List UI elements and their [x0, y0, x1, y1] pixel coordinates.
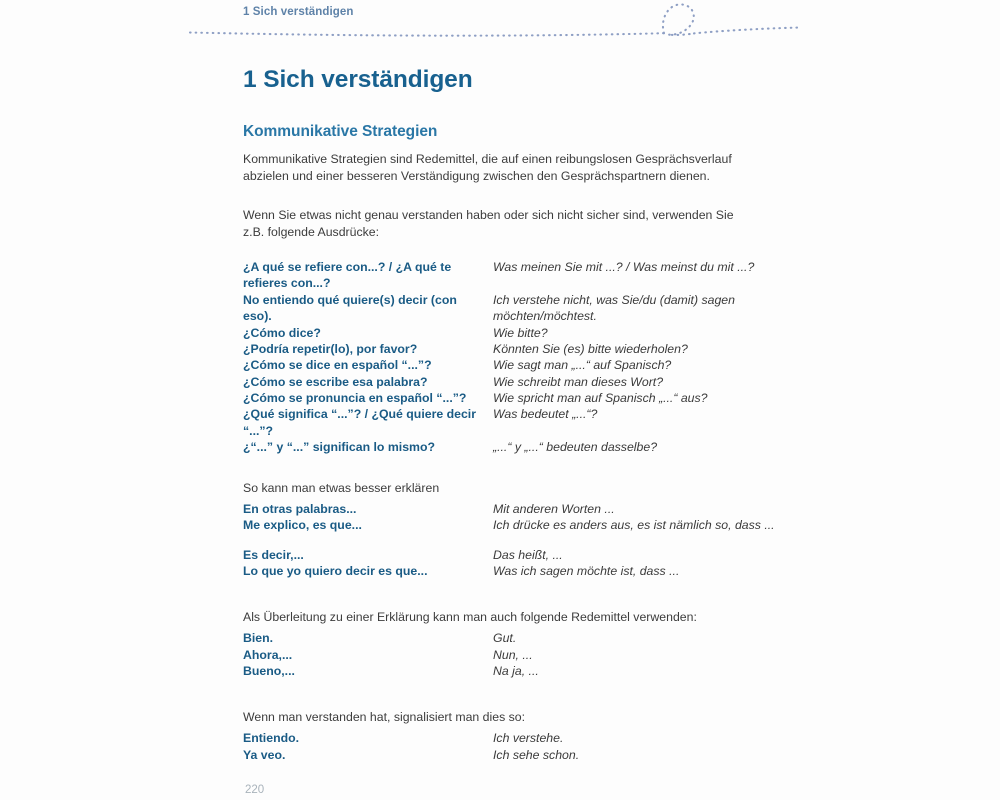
section-intro-paragraph: Kommunikative Strategien sind Redemittel, die auf einen reibungslosen Gesprächsverlauf abzielen und einer besseren Verständigung zwischen den Gesprächspartnern dienen.: [243, 151, 732, 183]
phrase-german: Nun, ...: [493, 647, 533, 662]
phrase-row: [243, 501, 803, 517]
phrase-german: Ich sehe schon.: [493, 747, 580, 762]
phrase-rows: [243, 726, 803, 763]
phrase-german: Ich verstehe.: [493, 731, 564, 746]
page-content: [243, 0, 803, 763]
block-lead-text: Wenn man verstanden hat, signalisiert man dies so:: [243, 710, 526, 725]
phrase-block-explaining: [243, 455, 803, 579]
phrase-block-asking: [243, 184, 803, 455]
phrase-row: [243, 341, 803, 357]
phrase-row: [243, 325, 803, 341]
phrase-german: Wie sagt man „...“ auf Spanisch?: [493, 358, 672, 373]
phrase-spanish: Bien.: [243, 631, 274, 646]
block-lead-text: So kann man etwas besser erklären: [243, 481, 440, 496]
phrase-row: [243, 647, 803, 663]
phrase-german: Mit anderen Worten ...: [493, 502, 615, 517]
phrase-row: [243, 563, 803, 579]
running-header-title: 1 Sich verständigen: [243, 6, 354, 18]
phrase-rows: [243, 497, 803, 579]
phrase-german: Könnten Sie (es) bitte wiederholen?: [493, 341, 688, 356]
phrase-spanish: En otras palabras...: [243, 502, 357, 517]
phrase-row: [243, 663, 803, 679]
phrase-spanish: ¿A qué se refiere con...? / ¿A qué te refieres con...?: [243, 260, 452, 291]
phrase-german: Was meinen Sie mit ...? / Was meinst du mit ...?: [493, 260, 755, 275]
phrase-german: Ich verstehe nicht, was Sie/du (damit) sagen möchten/möchtest.: [493, 292, 735, 324]
phrase-spanish: Bueno,...: [243, 664, 295, 679]
phrase-spanish: Lo que yo quiero decir es que...: [243, 564, 428, 579]
phrase-spanish: Me explico, es que...: [243, 518, 362, 533]
phrase-german: Wie schreibt man dieses Wort?: [493, 374, 664, 389]
phrase-spanish: ¿Cómo se pronuncia en español “...”?: [243, 390, 467, 405]
phrase-spanish: ¿Podría repetir(lo), por favor?: [243, 341, 418, 356]
phrase-row: [243, 292, 803, 325]
phrase-german: Na ja, ...: [493, 664, 539, 679]
phrase-german: Gut.: [493, 631, 517, 646]
phrase-spanish: ¿Qué significa “...”? / ¿Qué quiere decir “...”?: [243, 407, 477, 438]
phrase-german: Wie bitte?: [493, 325, 548, 340]
phrase-german: Was ich sagen möchte ist, dass ...: [493, 564, 680, 579]
chapter-title: 1 Sich verständigen: [243, 66, 473, 93]
phrase-row: [243, 630, 803, 646]
phrase-row: [243, 259, 803, 292]
phrase-row: [243, 547, 803, 563]
phrase-spanish: ¿Cómo se dice en español “...”?: [243, 358, 432, 373]
phrase-block-confirming: [243, 679, 803, 763]
phrase-german: Was bedeutet „...“?: [493, 407, 598, 422]
phrase-row: [243, 747, 803, 763]
section-title: Kommunikative Strategien: [243, 123, 438, 141]
phrase-spanish: ¿Cómo se escribe esa palabra?: [243, 374, 428, 389]
phrase-spanish: Ahora,...: [243, 647, 293, 662]
phrase-row: [243, 374, 803, 390]
phrase-rows: [243, 626, 803, 679]
phrase-block-transition: [243, 579, 803, 679]
phrase-spanish: ¿Cómo dice?: [243, 325, 321, 340]
phrase-row: [243, 406, 803, 439]
phrase-row: [243, 517, 803, 533]
phrase-row: [243, 730, 803, 746]
phrase-german: „...“ y „...“ bedeuten dasselbe?: [493, 439, 658, 454]
phrase-rows: [243, 241, 803, 455]
block-lead-text: Als Überleitung zu einer Erklärung kann man auch folgende Redemittel verwenden:: [243, 610, 697, 625]
phrase-row: [243, 390, 803, 406]
phrase-german: Wie spricht man auf Spanisch „...“ aus?: [493, 390, 708, 405]
phrase-row: [243, 439, 803, 455]
phrase-row-spacer: [243, 534, 803, 547]
phrase-row: [243, 357, 803, 373]
phrase-german: Das heißt, ...: [493, 547, 563, 562]
phrase-spanish: ¿“...” y “...” significan lo mismo?: [243, 439, 435, 454]
block-lead-text: Wenn Sie etwas nicht genau verstanden haben oder sich nicht sicher sind, verwenden Sie z.B. folgende Ausdrücke:: [243, 208, 734, 240]
phrase-spanish: No entiendo qué quiere(s) decir (con eso).: [243, 292, 457, 324]
phrase-german: Ich drücke es anders aus, es ist nämlich so, dass ...: [493, 518, 775, 533]
page-number: 220: [245, 784, 265, 796]
phrase-spanish: Entiendo.: [243, 731, 300, 746]
phrase-spanish: Es decir,...: [243, 547, 304, 562]
phrase-spanish: Ya veo.: [243, 747, 286, 762]
